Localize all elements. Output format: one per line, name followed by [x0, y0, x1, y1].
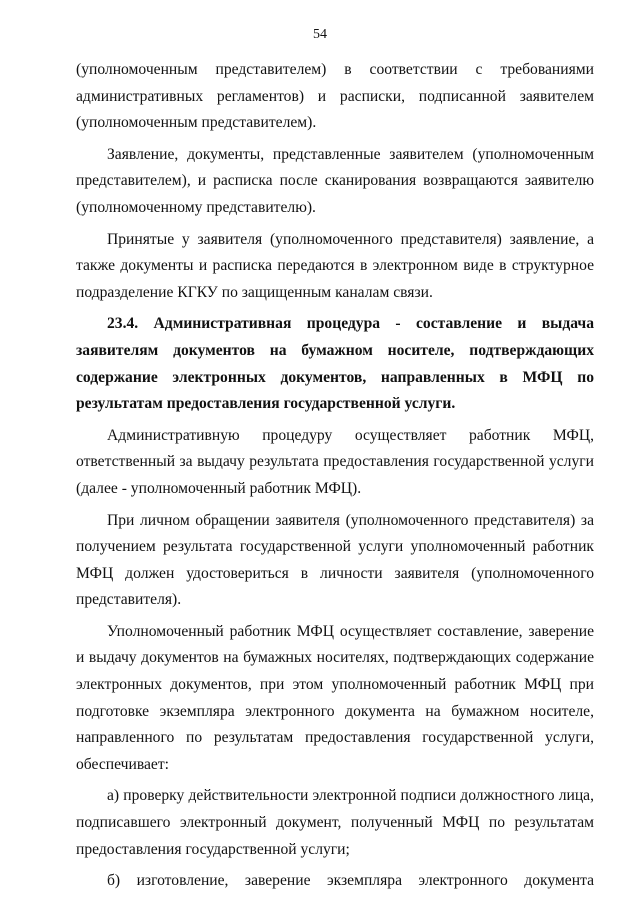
paragraph-electronic-transfer: Принятые у заявителя (уполномоченного представителя) заявление, а также документы и расписка передаются в электронном виде в структурное подразделение КГКУ по защищенным каналам связи. — [76, 230, 594, 301]
paragraph-paper-copy-preparation: Уполномоченный работник МФЦ осуществляет составление, заверение и выдачу документов на бумажных носителях, подтверждающих содержание электронных документов, при этом уполномоченный работник МФЦ при подготовке экземпляра электронного документа на бумажном носителе, направленного по результатам предоставления государственной услуги, обеспечивает: — [76, 622, 594, 773]
page-number: 54 — [313, 27, 327, 42]
paragraph-identity-check: При личном обращении заявителя (уполномоченного представителя) за получением результата государственной услуги уполномоченный работник МФЦ должен удостовериться в личности заявителя (уполномоченного представителя). — [76, 511, 594, 609]
section-heading-23-4: 23.4. Административная процедура - составление и выдача заявителям документов на бумажном носителе, подтверждающих содержание электронных документов, направленных в МФЦ по результатам предоставления государственной услуги. — [76, 315, 594, 413]
paragraph-procedure-performer: Административную процедуру осуществляет работник МФЦ, ответственный за выдачу результата предоставления государственной услуги (далее - уполномоченный работник МФЦ). — [76, 426, 594, 497]
paragraph-continuation: (уполномоченным представителем) в соответствии с требованиями административных регламентов) и расписки, подписанной заявителем (уполномоченным представителем). — [76, 61, 594, 132]
list-item-b: б) изготовление, заверение экземпляра электронного документа — [107, 872, 594, 890]
list-item-a: а) проверку действительности электронной подписи должностного лица, подписавшего электронный документ, полученный МФЦ по результатам предоставления государственной услуги; — [76, 787, 594, 858]
document-body — [76, 57, 594, 921]
paragraph-application-return: Заявление, документы, представленные заявителем (уполномоченным представителем), и расписка после сканирования возвращаются заявителю (уполномоченному представителю). — [76, 145, 594, 216]
